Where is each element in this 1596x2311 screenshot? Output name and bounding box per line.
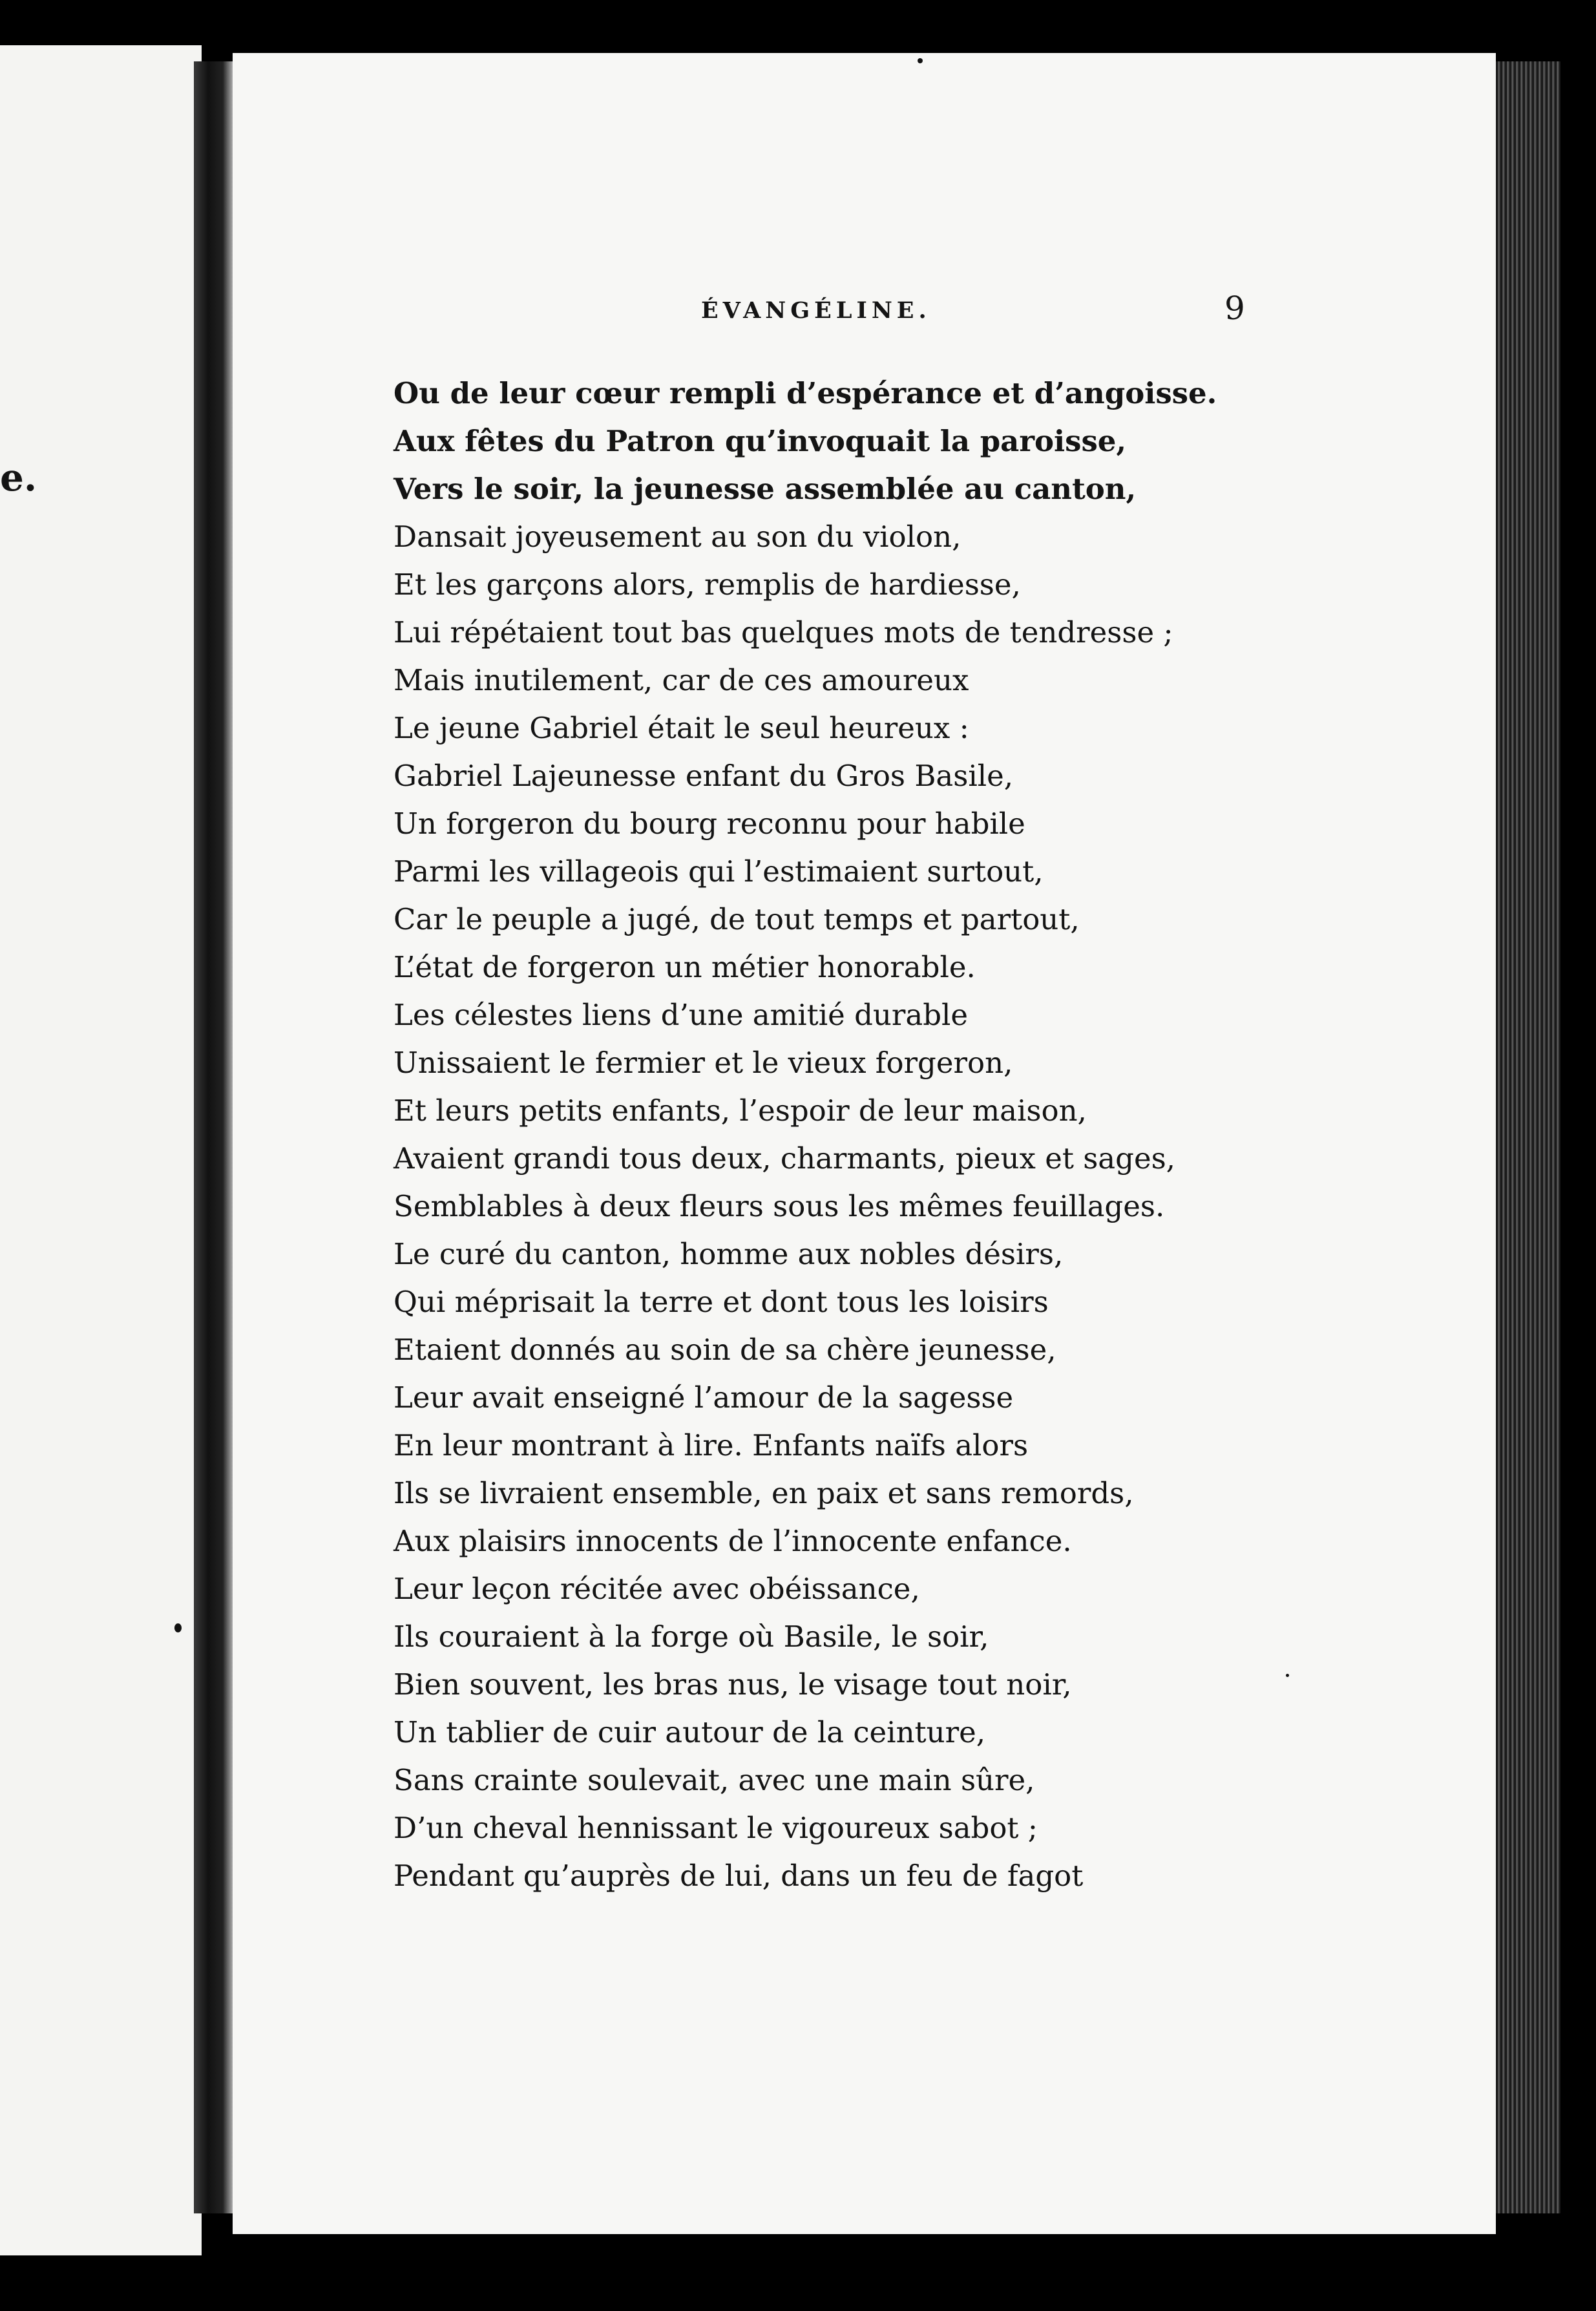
verse-line: Vers le soir, la jeunesse assemblée au canton, bbox=[394, 472, 1137, 506]
verse-line: L’état de forgeron un métier honorable. bbox=[394, 950, 976, 984]
verse-line: Aux fêtes du Patron qu’invoquait la paroisse, bbox=[394, 424, 1127, 458]
verse-line: Car le peuple a jugé, de tout temps et partout, bbox=[394, 902, 1080, 936]
ink-speck bbox=[174, 1623, 182, 1632]
verse-line: Ils se livraient ensemble, en paix et sans remords, bbox=[394, 1476, 1134, 1510]
verse-line: Aux plaisirs innocents de l’innocente enfance. bbox=[394, 1524, 1072, 1558]
previous-page-fragment bbox=[0, 45, 202, 2255]
verse-line: Les célestes liens d’une amitié durable bbox=[394, 998, 969, 1032]
verse-line: Sans crainte soulevait, avec une main sûre, bbox=[394, 1763, 1035, 1797]
verse-line: En leur montrant à lire. Enfants naïfs alors bbox=[394, 1428, 1029, 1462]
verse-line: Bien souvent, les bras nus, le visage tout noir, bbox=[394, 1667, 1072, 1702]
book-gutter bbox=[194, 61, 235, 2213]
verse-line: Pendant qu’auprès de lui, dans un feu de fagot bbox=[394, 1859, 1084, 1893]
page-number: 9 bbox=[1224, 290, 1245, 327]
ink-speck bbox=[1286, 1674, 1289, 1677]
verse-line: Ils couraient à la forge où Basile, le soir, bbox=[394, 1620, 989, 1654]
verse-line: D’un cheval hennissant le vigoureux sabot ; bbox=[394, 1811, 1038, 1845]
verse-line: Le curé du canton, homme aux nobles désirs, bbox=[394, 1237, 1064, 1271]
verse-line: Mais inutilement, car de ces amoureux bbox=[394, 663, 969, 697]
verse-line: Et leurs petits enfants, l’espoir de leur maison, bbox=[394, 1093, 1087, 1128]
verse-line: Avaient grandi tous deux, charmants, pieux et sages, bbox=[394, 1141, 1175, 1176]
verse-line: Qui méprisait la terre et dont tous les loisirs bbox=[394, 1285, 1049, 1319]
verse-line: Le jeune Gabriel était le seul heureux : bbox=[394, 711, 969, 745]
verse-line: Etaient donnés au soin de sa chère jeunesse, bbox=[394, 1333, 1056, 1367]
verse-line: Un forgeron du bourg reconnu pour habile bbox=[394, 807, 1025, 841]
running-head-title: ÉVANGÉLINE. bbox=[701, 297, 931, 324]
verse-line: Leur leçon récitée avec obéissance, bbox=[394, 1572, 920, 1606]
verse-line: Dansait joyeusement au son du violon, bbox=[394, 520, 961, 554]
verse-line: Ou de leur cœur rempli d’espérance et d’angoisse. bbox=[394, 376, 1217, 410]
verse-line: Semblables à deux fleurs sous les mêmes feuillages. bbox=[394, 1189, 1165, 1223]
ink-speck bbox=[918, 58, 923, 63]
verse-line: Gabriel Lajeunesse enfant du Gros Basile, bbox=[394, 759, 1014, 793]
previous-page-edge-text: e. bbox=[0, 456, 37, 500]
verse-line: Lui répétaient tout bas quelques mots de tendresse ; bbox=[394, 615, 1173, 649]
verse-line: Un tablier de cuir autour de la ceinture, bbox=[394, 1715, 986, 1749]
verse-line: Leur avait enseigné l’amour de la sagesse bbox=[394, 1380, 1014, 1415]
page-edges-stack bbox=[1496, 61, 1560, 2213]
verse-line: Et les garçons alors, remplis de hardiesse, bbox=[394, 567, 1021, 602]
verse-line: Parmi les villageois qui l’estimaient surtout, bbox=[394, 854, 1044, 889]
verse-line: Unissaient le fermier et le vieux forgeron, bbox=[394, 1046, 1013, 1080]
poem-text bbox=[394, 370, 1330, 1900]
